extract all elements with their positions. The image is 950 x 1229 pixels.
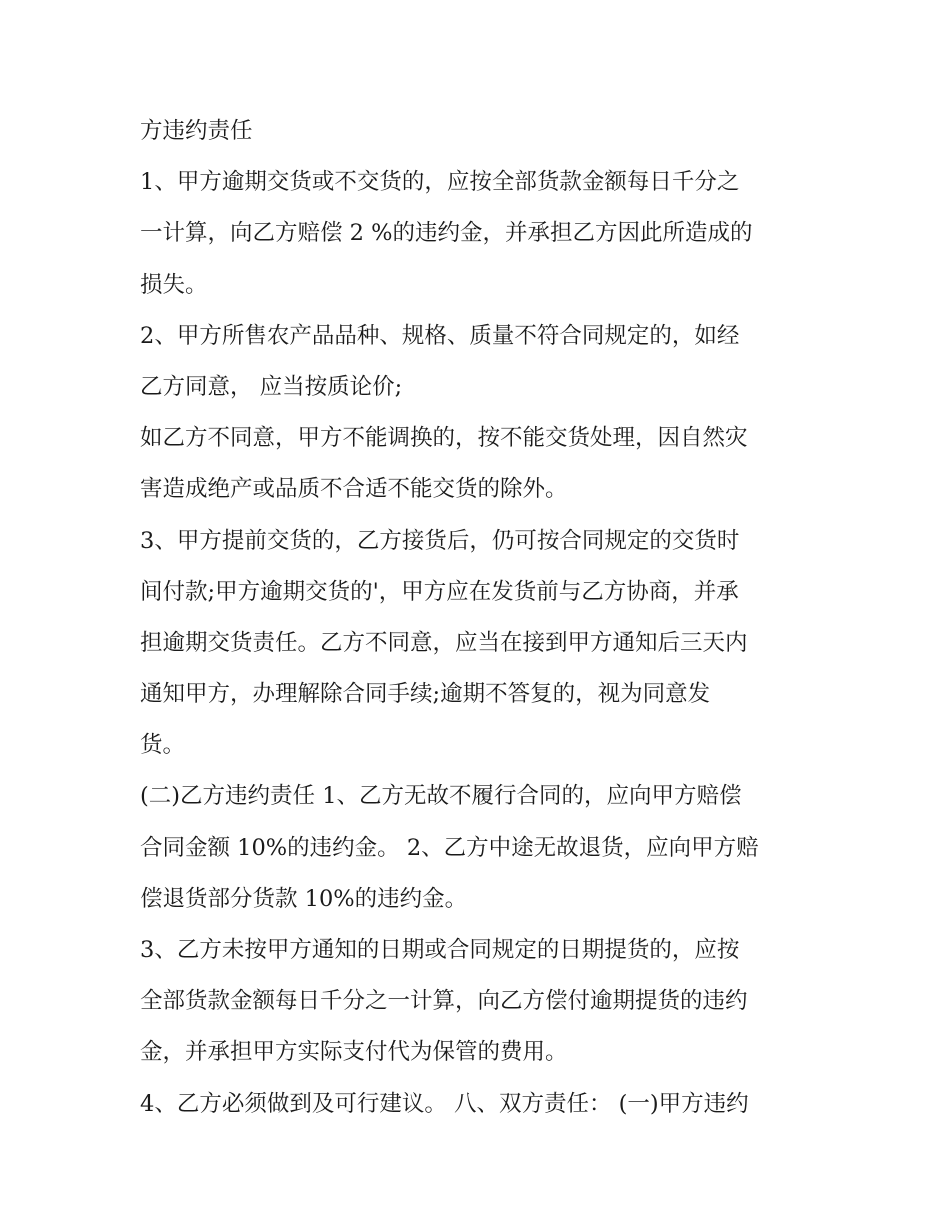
text-line: 1、甲方逾期交货或不交货的，应按全部货款金额每日千分之 (140, 169, 740, 196)
text-line: (二)乙方违约责任 1、乙方无故不履行合同的，应向甲方赔偿 (140, 783, 742, 810)
text-line: 乙方同意， 应当按质论价; (140, 373, 403, 400)
text-line: 4、乙方必须做到及可行建议。 八、双方责任： (一)甲方违约 (140, 1090, 749, 1117)
text-line: 间付款;甲方逾期交货的'，甲方应在发货前与乙方协商，并承 (140, 578, 739, 605)
text-line: 金，并承担甲方实际支付代为保管的费用。 (140, 1039, 568, 1066)
text-line: 货。 (140, 732, 186, 759)
text-line: 方违约责任 (140, 118, 253, 144)
text-line: 全部货款金额每日千分之一计算，向乙方偿付逾期提货的违约 (140, 988, 748, 1015)
text-line: 偿退货部分货款 10%的违约金。 (140, 885, 468, 912)
text-line: 一计算，向乙方赔偿 2 %的违约金，并承担乙方因此所造成的 (140, 220, 753, 247)
text-line: 2、甲方所售农产品品种、规格、质量不符合同规定的，如经 (140, 322, 740, 349)
text-line: 通知甲方，办理解除合同手续;逾期不答复的，视为同意发 (140, 681, 711, 708)
text-line: 3、乙方未按甲方通知的日期或合同规定的日期提货的，应按 (140, 937, 740, 963)
text-line: 损失。 (140, 271, 208, 298)
text-line: 如乙方不同意，甲方不能调换的，按不能交货处理，因自然灾 (140, 425, 748, 452)
text-line: 害造成绝产或品质不合适不能交货的除外。 (140, 476, 568, 503)
text-line: 合同金额 10%的违约金。 2、乙方中途无故退货，应向甲方赔 (140, 834, 759, 861)
text-line: 担逾期交货责任。乙方不同意，应当在接到甲方通知后三天内 (140, 629, 748, 656)
text-line: 3、甲方提前交货的，乙方接货后，仍可按合同规定的交货时 (140, 527, 740, 554)
document-body (140, 106, 830, 1130)
